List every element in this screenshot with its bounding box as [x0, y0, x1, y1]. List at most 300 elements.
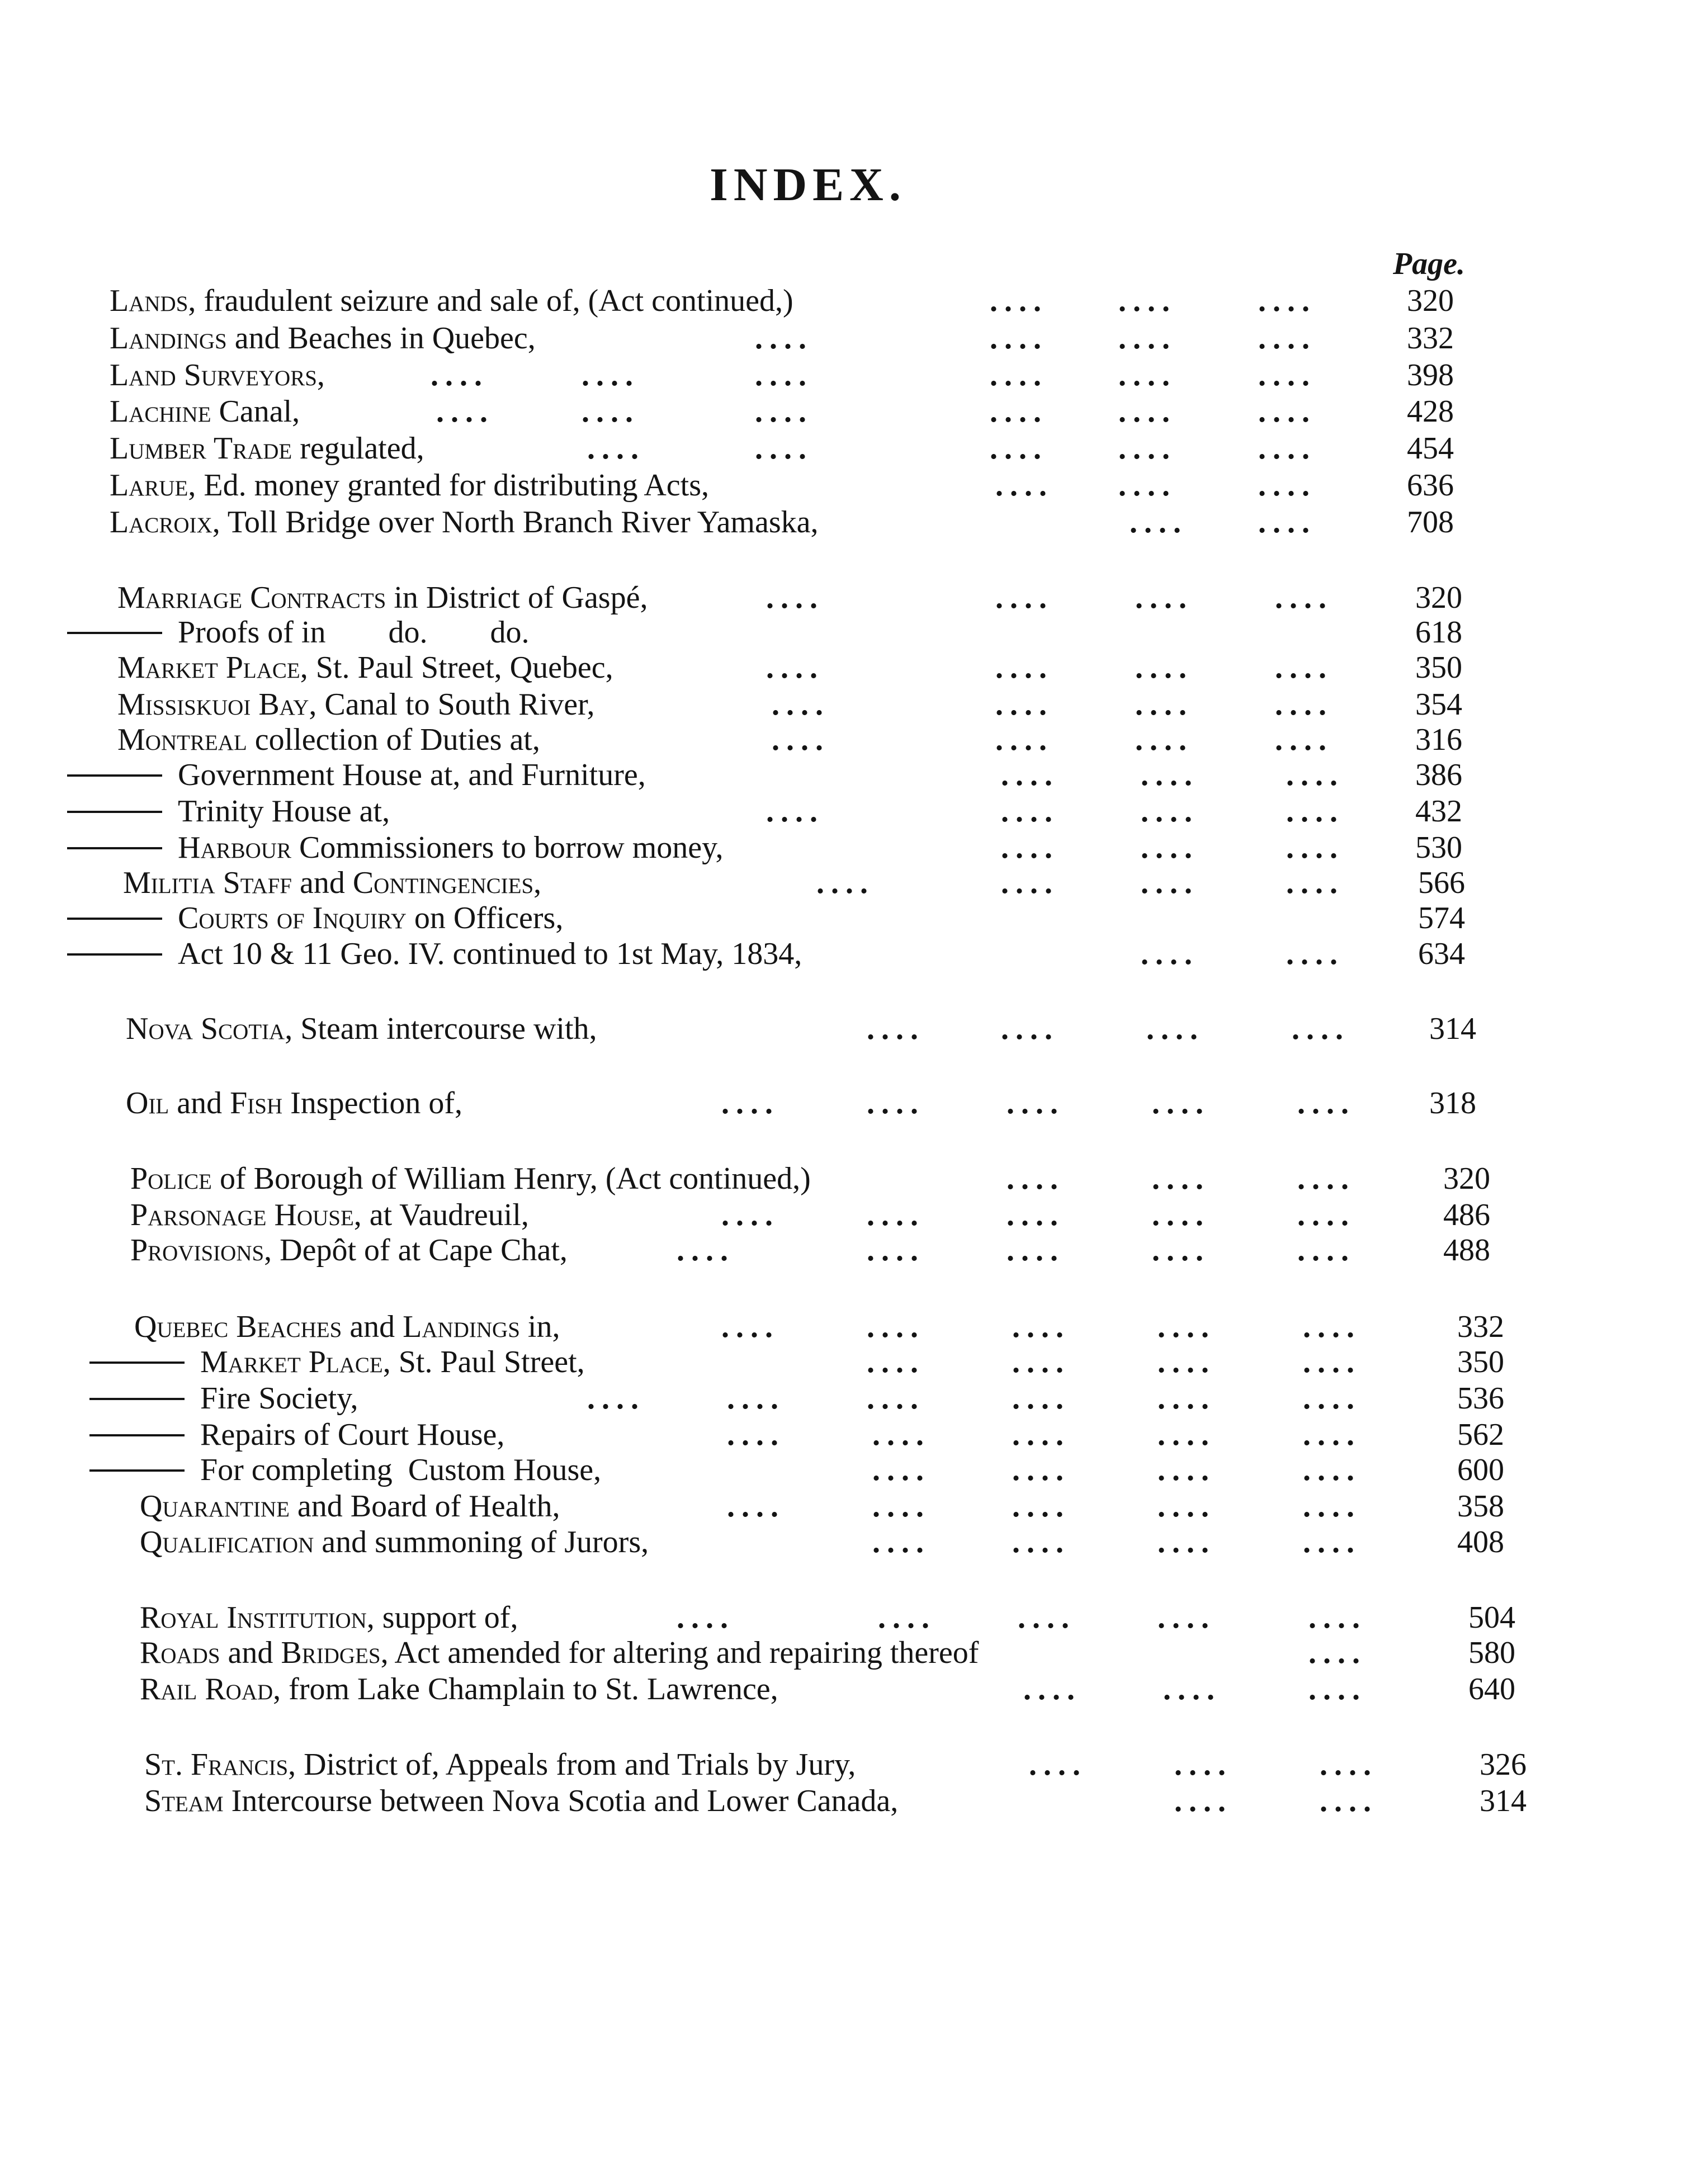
index-entry: [0, 757, 1682, 793]
dot-leader: ....: [995, 722, 1053, 757]
entry-label: [89, 1344, 585, 1381]
dot-leader: ....: [1275, 722, 1333, 757]
entry-label: [110, 467, 709, 504]
entry-text: in,: [519, 1310, 560, 1344]
dot-leader: ....: [1157, 1345, 1216, 1379]
entry-text: and summoning of Jurors,: [314, 1525, 649, 1559]
entry-heading: Lacroix: [110, 505, 212, 540]
page-number: 636: [1407, 468, 1454, 503]
entry-label: [117, 649, 613, 686]
dot-leader: ....: [1152, 1161, 1210, 1196]
index-entry: [0, 614, 1682, 651]
page-number: 320: [1415, 580, 1462, 615]
dot-leader: ....: [1029, 1747, 1087, 1782]
entry-text: , Ed. money granted for distributing Acts,: [188, 468, 710, 503]
entry-text: , St. Paul Street,: [382, 1345, 585, 1379]
dot-leader: ....: [990, 431, 1048, 466]
index-entry: [0, 793, 1682, 830]
entry-text: , St. Paul Street, Quebec,: [300, 650, 613, 685]
entry-heading: Larue: [110, 468, 188, 503]
dot-leader: ....: [1174, 1784, 1232, 1818]
entry-label: [140, 1488, 560, 1525]
index-entry: [0, 579, 1682, 616]
entry-text: and Board of Health,: [289, 1489, 560, 1524]
ditto-rule: [67, 774, 162, 777]
dot-leader: ....: [587, 431, 645, 466]
page-number: 386: [1415, 758, 1462, 792]
entry-label: [140, 1634, 979, 1671]
index-entry: [0, 1524, 1682, 1561]
dot-leader: ....: [721, 1198, 779, 1232]
dot-leader: ....: [1258, 358, 1316, 393]
entry-heading: Landings: [110, 321, 227, 356]
ditto-rule: [89, 1362, 185, 1364]
dot-leader: ....: [1130, 505, 1188, 540]
dot-leader: ....: [1303, 1453, 1361, 1487]
entry-label: [67, 793, 390, 830]
entry-label: [110, 393, 300, 430]
entry-label: [117, 579, 648, 616]
entry-heading: Qualification: [140, 1525, 314, 1559]
entry-text: in District of Gaspé,: [386, 580, 648, 615]
dot-leader: ....: [1308, 1635, 1367, 1670]
dot-leader: ....: [872, 1489, 930, 1524]
dot-leader: ....: [1286, 937, 1344, 971]
entry-label: [126, 1010, 597, 1047]
page-number: 398: [1407, 358, 1454, 393]
page-number: 574: [1418, 901, 1465, 935]
dot-leader: ....: [1135, 687, 1193, 722]
dot-leader: ....: [1258, 431, 1316, 466]
dot-leader: ....: [1001, 758, 1059, 792]
dot-leader: ....: [1157, 1489, 1216, 1524]
dot-leader: ....: [1012, 1310, 1070, 1344]
entry-heading: Police: [130, 1161, 212, 1196]
dot-leader: ....: [995, 468, 1053, 503]
page-number: 332: [1407, 321, 1454, 356]
dot-leader: ....: [1135, 722, 1193, 757]
index-entry: [0, 721, 1682, 758]
index-entry: [0, 1308, 1682, 1345]
dot-leader: ....: [721, 1310, 779, 1344]
entry-label: [110, 504, 819, 541]
page-number: 530: [1415, 830, 1462, 865]
entry-heading: Oil: [126, 1086, 169, 1121]
entry-heading: Roads: [140, 1635, 220, 1670]
index-entry: [0, 900, 1682, 937]
dot-leader: ....: [1303, 1345, 1361, 1379]
dot-leader: ....: [1275, 580, 1333, 615]
dot-leader: ....: [1157, 1417, 1216, 1452]
page-number: 708: [1407, 505, 1454, 540]
dot-leader: ....: [1135, 650, 1193, 685]
dot-leader: ....: [1152, 1086, 1210, 1121]
entry-text: Inspection of,: [282, 1086, 463, 1121]
entry-label: [117, 721, 540, 758]
dot-leader: ....: [1118, 358, 1177, 393]
dot-leader: ....: [721, 1086, 779, 1121]
page-number: 618: [1415, 615, 1462, 650]
ditto-rule: [89, 1398, 185, 1400]
entry-heading: Royal Institution: [140, 1600, 367, 1635]
index-entry: [0, 1599, 1682, 1636]
entry-heading: Landings: [403, 1310, 520, 1344]
entry-heading: Lands: [110, 283, 188, 318]
index-entry: [0, 864, 1682, 901]
dot-leader: ....: [431, 358, 489, 393]
dot-leader: ....: [772, 722, 830, 757]
dot-leader: ....: [990, 358, 1048, 393]
dot-leader: ....: [1303, 1489, 1361, 1524]
entry-heading: Nova Scotia: [126, 1011, 285, 1046]
ditto-rule: [67, 847, 162, 849]
dot-leader: ....: [995, 650, 1053, 685]
ditto-rule: [67, 811, 162, 813]
entry-heading: Fish: [230, 1086, 283, 1121]
entry-label: [89, 1380, 358, 1417]
page-number: 354: [1415, 687, 1462, 722]
dot-leader: ....: [867, 1381, 925, 1416]
index-entry: [0, 1085, 1682, 1122]
dot-leader: ....: [1174, 1747, 1232, 1782]
dot-leader: ....: [1320, 1784, 1378, 1818]
entry-label: [89, 1452, 601, 1488]
dot-leader: ....: [1286, 758, 1344, 792]
entry-label: [67, 900, 563, 937]
dot-leader: ....: [755, 394, 813, 429]
dot-leader: ....: [1007, 1198, 1065, 1232]
ditto-rule: [67, 953, 162, 956]
dot-leader: ....: [1012, 1489, 1070, 1524]
dot-leader: ....: [1135, 580, 1193, 615]
dot-leader: ....: [1012, 1417, 1070, 1452]
dot-leader: ....: [1001, 866, 1059, 900]
index-entry: [0, 357, 1682, 394]
dot-leader: ....: [677, 1600, 735, 1635]
dot-leader: ....: [677, 1233, 735, 1268]
dot-leader: ....: [1286, 794, 1344, 829]
entry-heading: Militia Staff: [123, 866, 292, 900]
page-number: 536: [1457, 1381, 1504, 1416]
entry-label: [130, 1197, 529, 1233]
index-entry: [0, 1671, 1682, 1708]
index-entry: [0, 935, 1682, 972]
dot-leader: ....: [867, 1198, 925, 1232]
dot-leader: ....: [1308, 1600, 1367, 1635]
entry-heading: Steam: [144, 1784, 224, 1818]
dot-leader: ....: [1012, 1381, 1070, 1416]
entry-label: [144, 1746, 856, 1783]
dot-leader: ....: [1258, 321, 1316, 356]
dot-leader: ....: [727, 1381, 785, 1416]
index-entry: [0, 1160, 1682, 1197]
entry-label: [130, 1160, 811, 1197]
index-entry: [0, 1380, 1682, 1417]
dot-leader: ....: [1157, 1381, 1216, 1416]
page-number: 350: [1415, 650, 1462, 685]
index-entry: [0, 1783, 1682, 1819]
entry-heading: Lumber Trade: [110, 431, 292, 466]
dot-leader: ....: [1157, 1310, 1216, 1344]
index-entry: [0, 393, 1682, 430]
entry-text: Commissioners to borrow money,: [291, 830, 724, 865]
entry-label: [140, 1671, 778, 1708]
dot-leader: ....: [582, 394, 640, 429]
index-entry: [0, 1452, 1682, 1488]
entry-heading: Contingencies: [352, 866, 534, 900]
entry-label: [110, 320, 536, 357]
page-number: 634: [1418, 937, 1465, 971]
entry-text: of Borough of William Henry, (Act continued,): [211, 1161, 811, 1196]
page-number: 486: [1443, 1198, 1490, 1232]
page-number: 314: [1480, 1784, 1527, 1818]
entry-text: collection of Duties at,: [247, 722, 540, 757]
dot-leader: ....: [1141, 866, 1199, 900]
entry-text: Canal,: [211, 394, 300, 429]
entry-label: [134, 1308, 560, 1345]
index-entry: [0, 504, 1682, 541]
entry-text: Proofs of in do. do.: [178, 615, 530, 650]
page-number: 580: [1468, 1635, 1515, 1670]
entry-label: [126, 1085, 462, 1122]
dot-leader: ....: [995, 687, 1053, 722]
page-number: 332: [1457, 1310, 1504, 1344]
dot-leader: ....: [1297, 1233, 1355, 1268]
entry-text: Trinity House at,: [178, 794, 390, 829]
entry-heading: Marriage Contracts: [117, 580, 386, 615]
ditto-rule: [67, 918, 162, 920]
dot-leader: ....: [436, 394, 494, 429]
entry-label: [67, 614, 529, 651]
dot-leader: ....: [1303, 1381, 1361, 1416]
dot-leader: ....: [1141, 794, 1199, 829]
dot-leader: ....: [1320, 1747, 1378, 1782]
dot-leader: ....: [1152, 1233, 1210, 1268]
page-number: 600: [1457, 1453, 1504, 1487]
entry-heading: Quebec Beaches: [134, 1310, 342, 1344]
page-number: 566: [1418, 866, 1465, 900]
dot-leader: ....: [1141, 937, 1199, 971]
dot-leader: ....: [1258, 394, 1316, 429]
dot-leader: ....: [1308, 1672, 1367, 1706]
entry-text: ,: [316, 358, 325, 393]
entry-label: [110, 430, 424, 467]
dot-leader: ....: [872, 1525, 930, 1559]
dot-leader: ....: [1163, 1672, 1221, 1706]
index-entry: [0, 1416, 1682, 1453]
dot-leader: ....: [1157, 1453, 1216, 1487]
dot-leader: ....: [1258, 468, 1316, 503]
entry-label: [110, 282, 793, 319]
dot-leader: ....: [867, 1086, 925, 1121]
dot-leader: ....: [1275, 650, 1333, 685]
dot-leader: ....: [867, 1233, 925, 1268]
page-column-header: Page.: [1392, 247, 1465, 281]
dot-leader: ....: [1141, 830, 1199, 865]
entry-text: and: [291, 866, 353, 900]
dot-leader: ....: [1012, 1453, 1070, 1487]
index-entry: [0, 320, 1682, 357]
dot-leader: ....: [867, 1310, 925, 1344]
dot-leader: ....: [816, 866, 875, 900]
page-number: 326: [1480, 1747, 1527, 1782]
entry-text: Government House at, and Furniture,: [178, 758, 646, 792]
entry-label: [123, 864, 541, 901]
page-number: 350: [1457, 1345, 1504, 1379]
dot-leader: ....: [1146, 1011, 1204, 1046]
page-number: 316: [1415, 722, 1462, 757]
dot-leader: ....: [872, 1417, 930, 1452]
dot-leader: ....: [766, 580, 824, 615]
dot-leader: ....: [1297, 1161, 1355, 1196]
page-number: 454: [1407, 431, 1454, 466]
page-number: 428: [1407, 394, 1454, 429]
entry-label: [144, 1783, 898, 1819]
entry-text: on Officers,: [406, 901, 564, 935]
ditto-rule: [67, 632, 162, 634]
entry-text: , at Vaudreuil,: [353, 1198, 529, 1232]
dot-leader: ....: [1023, 1672, 1081, 1706]
ditto-rule: [89, 1434, 185, 1436]
dot-leader: ....: [1001, 1011, 1059, 1046]
dot-leader: ....: [1297, 1086, 1355, 1121]
entry-text: , Toll Bridge over North Branch River Yamaska,: [212, 505, 819, 540]
page-number: 640: [1468, 1672, 1515, 1706]
page-number: 314: [1429, 1011, 1476, 1046]
dot-leader: ....: [1001, 794, 1059, 829]
index-entry: [0, 1010, 1682, 1047]
entry-text: , fraudulent seizure and sale of, (Act continued,): [188, 283, 793, 318]
dot-leader: ....: [1303, 1310, 1361, 1344]
dot-leader: ....: [766, 794, 824, 829]
dot-leader: ....: [1118, 283, 1177, 318]
entry-heading: Bridges: [281, 1635, 381, 1670]
dot-leader: ....: [990, 394, 1048, 429]
dot-leader: ....: [1012, 1345, 1070, 1379]
dot-leader: ....: [1012, 1525, 1070, 1559]
page-number: 504: [1468, 1600, 1515, 1635]
entry-text: , from Lake Champlain to St. Lawrence,: [273, 1672, 778, 1706]
dot-leader: ....: [755, 431, 813, 466]
entry-label: [140, 1524, 649, 1561]
index-entry: [0, 649, 1682, 686]
entry-text: ,: [533, 866, 542, 900]
index-entry: [0, 829, 1682, 866]
entry-label: [130, 1232, 568, 1269]
entry-heading: Market Place: [117, 650, 300, 685]
entry-heading: Rail Road: [140, 1672, 273, 1706]
dot-leader: ....: [727, 1489, 785, 1524]
entry-text: , District of, Appeals from and Trials by Jury,: [288, 1747, 856, 1782]
entry-text: Fire Society,: [200, 1381, 358, 1416]
entry-label: [67, 829, 724, 866]
entry-heading: Montreal: [117, 722, 247, 757]
entry-text: regulated,: [292, 431, 424, 466]
dot-leader: ....: [1286, 830, 1344, 865]
dot-leader: ....: [1007, 1161, 1065, 1196]
entry-heading: Provisions: [130, 1233, 264, 1268]
dot-leader: ....: [582, 358, 640, 393]
dot-leader: ....: [1297, 1198, 1355, 1232]
entry-label: [140, 1599, 518, 1636]
dot-leader: ....: [1157, 1600, 1216, 1635]
dot-leader: ....: [1286, 866, 1344, 900]
entry-heading: Quarantine: [140, 1489, 290, 1524]
page-number: 320: [1443, 1161, 1490, 1196]
entry-text: , Steam intercourse with,: [285, 1011, 597, 1046]
dot-leader: ....: [587, 1381, 645, 1416]
entry-text: , Canal to South River,: [309, 687, 595, 722]
page-number: 408: [1457, 1525, 1504, 1559]
dot-leader: ....: [1258, 505, 1316, 540]
dot-leader: ....: [1141, 758, 1199, 792]
entry-heading: Courts of Inquiry: [178, 901, 407, 935]
dot-leader: ....: [878, 1600, 936, 1635]
dot-leader: ....: [1118, 431, 1177, 466]
dot-leader: ....: [766, 650, 824, 685]
entry-heading: Harbour: [178, 830, 291, 865]
dot-leader: ....: [1118, 321, 1177, 356]
index-entry: [0, 282, 1682, 319]
dot-leader: ....: [1118, 394, 1177, 429]
entry-label: [110, 357, 325, 394]
entry-text: For completing Custom House,: [200, 1453, 602, 1487]
dot-leader: ....: [1007, 1233, 1065, 1268]
entry-text: , Act amended for altering and repairing thereof: [380, 1635, 979, 1670]
dot-leader: ....: [990, 321, 1048, 356]
dot-leader: ....: [755, 358, 813, 393]
page-number: 432: [1415, 794, 1462, 829]
entry-heading: St. Francis: [144, 1747, 289, 1782]
dot-leader: ....: [867, 1011, 925, 1046]
index-entry: [0, 1232, 1682, 1269]
dot-leader: ....: [1152, 1198, 1210, 1232]
entry-text: , support of,: [366, 1600, 518, 1635]
index-entry: [0, 1634, 1682, 1671]
index-entry: [0, 467, 1682, 504]
dot-leader: ....: [1275, 687, 1333, 722]
dot-leader: ....: [995, 580, 1053, 615]
dot-leader: ....: [1118, 468, 1177, 503]
entry-heading: Parsonage House: [130, 1198, 354, 1232]
entry-heading: Lachine: [110, 394, 211, 429]
dot-leader: ....: [990, 283, 1048, 318]
index-entry: [0, 1344, 1682, 1381]
dot-leader: ....: [1001, 830, 1059, 865]
entry-text: and Beaches in Quebec,: [226, 321, 536, 356]
entry-heading: Market Place: [200, 1345, 383, 1379]
dot-leader: ....: [1018, 1600, 1076, 1635]
index-entry: [0, 1488, 1682, 1525]
dot-leader: ....: [1303, 1417, 1361, 1452]
entry-text: and: [169, 1086, 230, 1121]
dot-leader: ....: [1292, 1011, 1350, 1046]
entry-heading: Missiskuoi Bay: [117, 687, 309, 722]
dot-leader: ....: [1258, 283, 1316, 318]
entry-text: and: [342, 1310, 403, 1344]
page-number: 318: [1429, 1086, 1476, 1121]
dot-leader: ....: [867, 1345, 925, 1379]
page-number: 358: [1457, 1489, 1504, 1524]
entry-label: [67, 935, 802, 972]
ditto-rule: [89, 1469, 185, 1472]
dot-leader: ....: [727, 1417, 785, 1452]
page-number: 562: [1457, 1417, 1504, 1452]
entry-text: and: [220, 1635, 281, 1670]
dot-leader: ....: [872, 1453, 930, 1487]
page-number: 488: [1443, 1233, 1490, 1268]
page-title: INDEX.: [710, 159, 906, 211]
